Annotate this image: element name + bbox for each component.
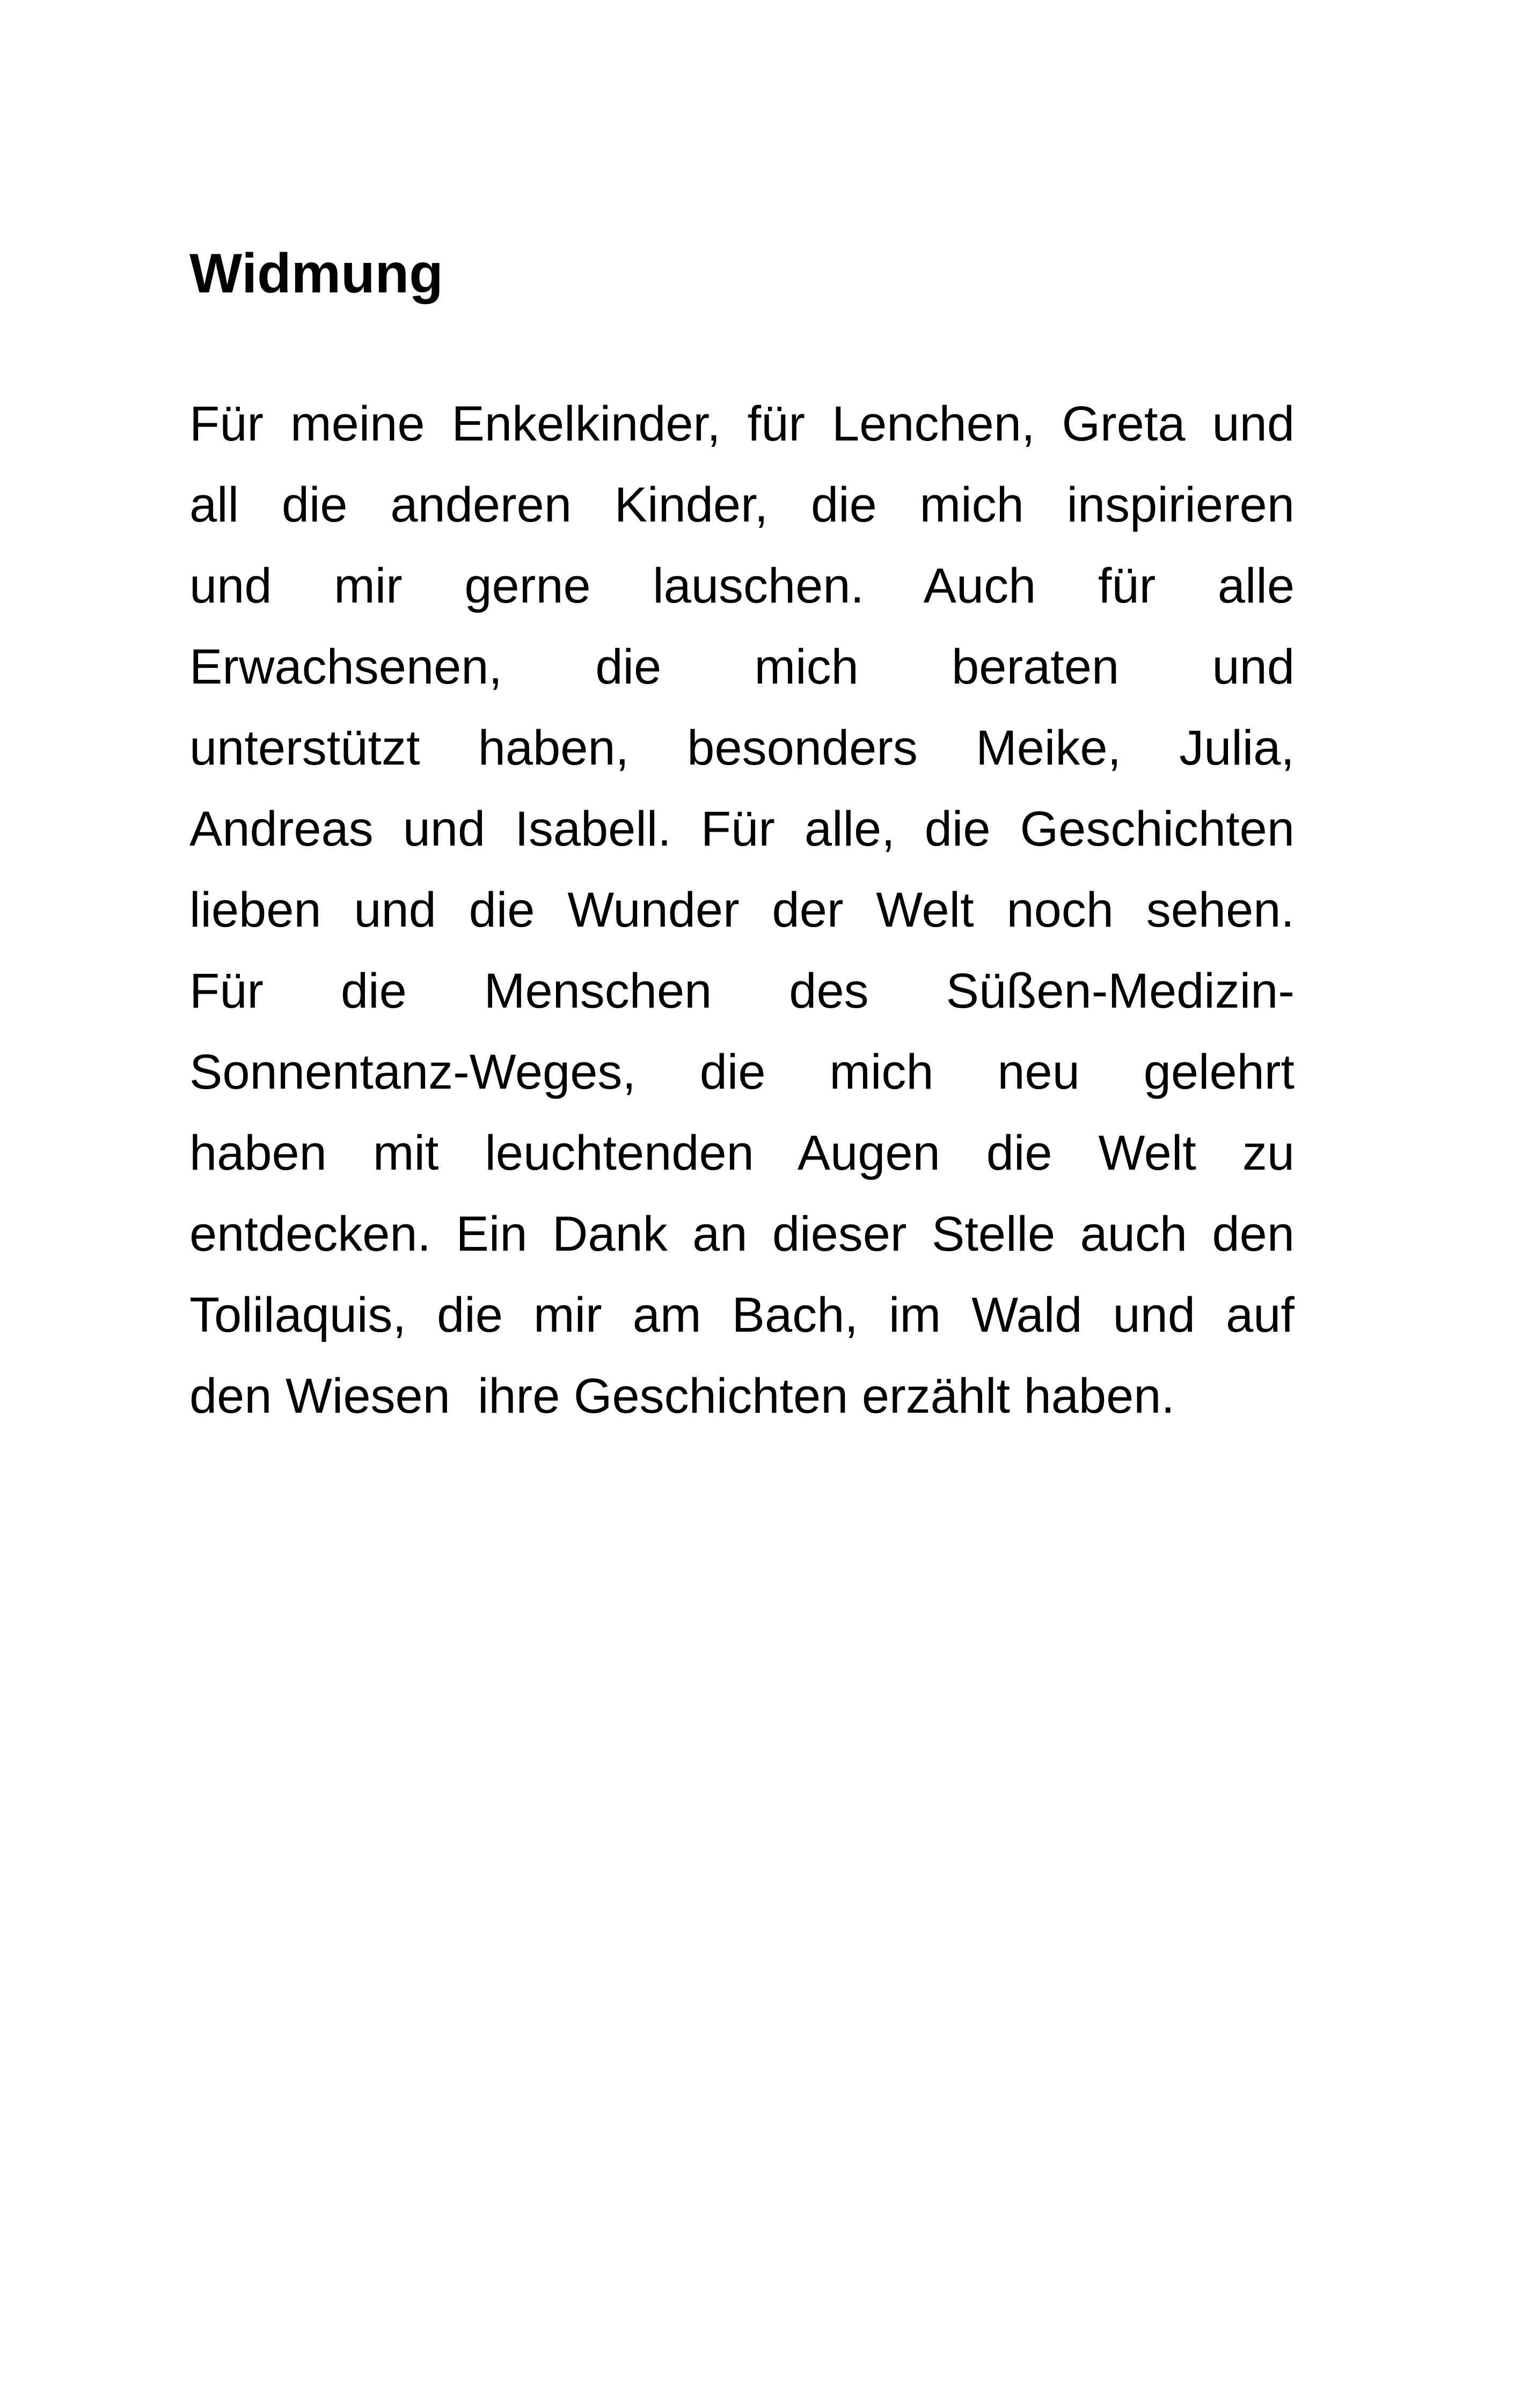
dedication-text [189,384,1295,1437]
text-line: Andreas und Isabell. Für alle, die Geschichten [189,802,1295,856]
text-line: Für die Menschen des Süßen-Medizin- [189,964,1295,1018]
text-line: all die anderen Kinder, die mich inspirieren [189,478,1295,532]
page-title: Widmung [189,243,443,305]
text-line: und mir gerne lauschen. Auch für alle [189,559,1295,613]
text-line: unterstützt haben, besonders Meike, Julia, [189,721,1295,775]
text-line: Erwachsenen, die mich beraten und [189,640,1295,694]
text-line: Für meine Enkelkinder, für Lenchen, Greta und [189,397,1295,451]
text-line: haben mit leuchtenden Augen die Welt zu [189,1126,1295,1180]
text-line: entdecken. Ein Dank an dieser Stelle auch den [189,1207,1295,1261]
text-line: Sonnentanz-Weges, die mich neu gelehrt [189,1045,1295,1099]
text-line: lieben und die Wunder der Welt noch sehen. [189,883,1295,937]
text-line: Tolilaquis, die mir am Bach, im Wald und auf [189,1288,1295,1342]
text-line: den Wiesen ihre Geschichten erzählt haben. [189,1369,1175,1423]
